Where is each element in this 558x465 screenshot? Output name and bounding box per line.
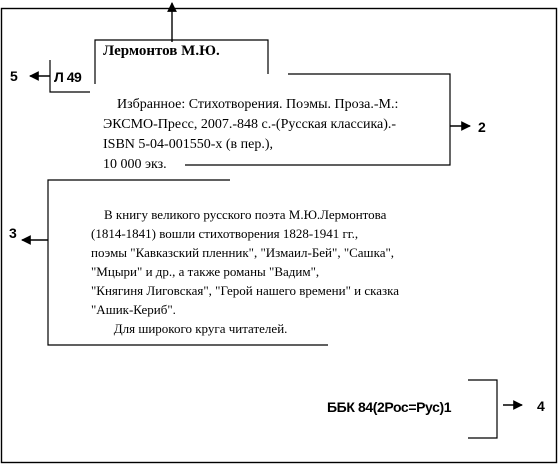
biblio-line: ISBN 5-04-001550-x (в пер.),	[103, 137, 274, 152]
annotation-line: (1814-1841) вошли стихотворения 1828-1941 гг.,	[91, 226, 359, 241]
bbk-bracket	[468, 380, 497, 438]
annotation-line: "Ашик-Кериб".	[91, 302, 176, 317]
callout-3: 3	[9, 225, 17, 241]
annotation-line: "Княгиня Лиговская", "Герой нашего времени" и сказка	[91, 283, 400, 298]
bibliographic-record	[103, 95, 398, 175]
annotation-line: поэмы "Кавказский пленник", "Измаил-Бей", "Сашка",	[91, 245, 395, 260]
shelf-code: Л 49	[54, 69, 82, 85]
annotation-line: В книгу великого русского поэта М.Ю.Лермонтова	[91, 207, 387, 222]
annotation-line: Для широкого круга читателей.	[91, 321, 288, 336]
callout-5: 5	[10, 68, 18, 84]
callout-2: 2	[478, 119, 486, 135]
biblio-line: ЭКСМО-Пресс, 2007.-848 с.-(Русская классика).-	[103, 117, 397, 132]
annotation	[91, 205, 399, 338]
annotation-line: "Мцыри" и др., а также романы "Вадим",	[91, 264, 320, 279]
author-heading: Лермонтов М.Ю.	[103, 43, 220, 59]
callout-4: 4	[537, 398, 545, 414]
biblio-line: 10 000 экз.	[103, 157, 167, 172]
bbk-index: ББК 84(2Рос=Рус)1	[327, 399, 452, 415]
biblio-line: Избранное: Стихотворения. Поэмы. Проза.-М.:	[103, 97, 399, 112]
